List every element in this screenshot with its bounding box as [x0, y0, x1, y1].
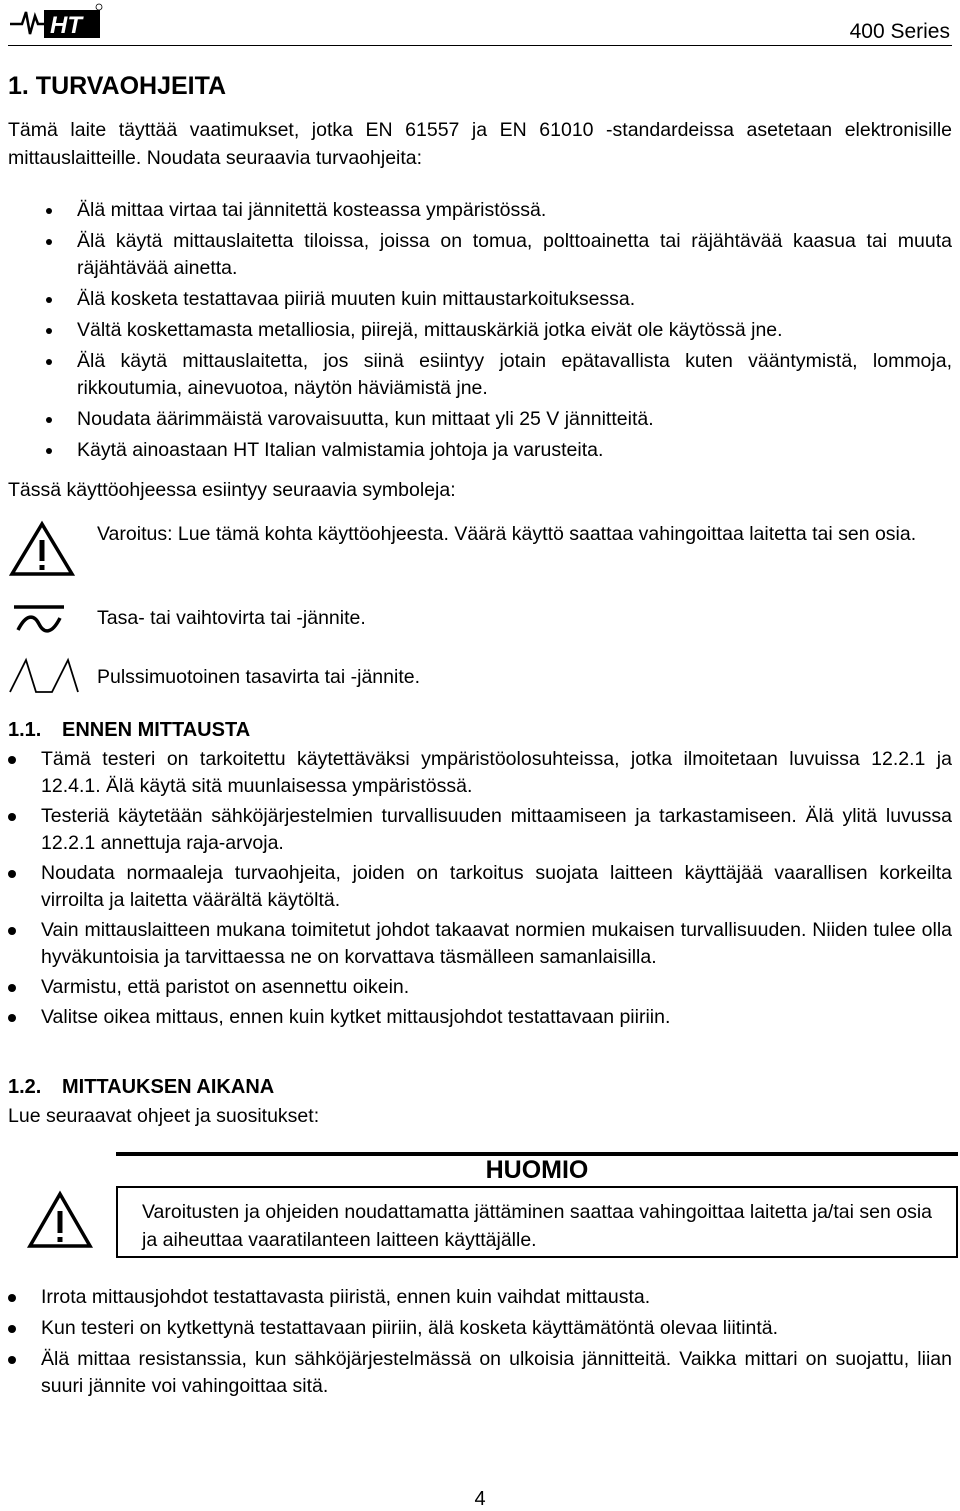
bullet-icon	[46, 208, 52, 214]
bullet-icon	[46, 448, 52, 454]
bullet-icon	[8, 1325, 16, 1333]
bullet-icon	[46, 239, 52, 245]
list-item: Älä käytä mittauslaitetta tiloissa, joissa on tomua, polttoainetta tai räjähtävää kaasua tai muuta räjähtävää ainetta.	[0, 228, 952, 282]
list-item: Tämä testeri on tarkoitettu käytettäväksi ympäristöolosuhteissa, jotka ilmoitetaan luvuissa 12.2.1 ja 12.4.1. Älä käytä sitä muunlaisessa ympäristössä.	[0, 746, 952, 800]
list-item: Älä mittaa resistanssia, kun sähköjärjestelmässä on ulkoisia jännitteitä. Vaikka mittari on suojattu, liian suuri jännite voi vahingoittaa sitä.	[0, 1346, 952, 1400]
subsection-title-during	[8, 1076, 274, 1099]
list-item: Noudata äärimmäistä varovaisuutta, kun mittaat yli 25 V jännitteitä.	[0, 406, 952, 433]
pulsed-dc-icon	[8, 656, 88, 694]
bullet-icon	[46, 328, 52, 334]
bullet-icon	[8, 870, 16, 878]
warning-triangle-icon	[8, 520, 76, 578]
warning-triangle-icon	[26, 1190, 94, 1250]
section-title: 1. TURVAOHJEITA	[8, 72, 227, 100]
warning-text: Varoitusten ja ohjeiden noudattamatta jättäminen saattaa vahingoittaa laitetta ja/tai sen osia ja aiheuttaa vaaratilanteen laitteen käyttäjälle.	[142, 1201, 932, 1251]
list-item: Noudata normaaleja turvaohjeita, joiden on tarkoitus suojata laitteen käyttäjää vaarallisen korkeilta virroilta ja laitetta väärältä käytöltä.	[0, 860, 952, 914]
bullet-icon	[46, 359, 52, 365]
series-label: 400 Series	[849, 20, 950, 43]
during-intro: Lue seuraavat ohjeet ja suositukset:	[8, 1105, 320, 1127]
symbol-text: Varoitus: Lue tämä kohta käyttöohjeesta. Väärä käyttö saattaa vahingoittaa laitetta tai sen osia.	[97, 523, 917, 545]
bullet-icon	[8, 1014, 16, 1022]
list-item: Valitse oikea mittaus, ennen kuin kytket mittausjohdot testattavaan piiriin.	[0, 1004, 952, 1031]
list-item: Irrota mittausjohdot testattavasta piiristä, ennen kuin vaihdat mittausta.	[0, 1284, 952, 1311]
page-header	[0, 0, 960, 50]
subsection-number: 1.2.	[8, 1076, 42, 1098]
list-item: Varmistu, että paristot on asennettu oikein.	[0, 974, 952, 1001]
ht-logo-text: HT	[50, 12, 82, 39]
bullet-icon	[46, 297, 52, 303]
list-item: Käytä ainoastaan HT Italian valmistamia johtoja ja varusteita.	[0, 437, 952, 464]
warning-title: HUOMIO	[116, 1156, 958, 1186]
bullet-icon	[8, 984, 16, 992]
ht-logo	[8, 2, 103, 42]
symbols-intro: Tässä käyttöohjeessa esiintyy seuraavia symboleja:	[8, 479, 456, 501]
during-list	[0, 1284, 952, 1404]
bullet-icon	[8, 1294, 16, 1302]
page-number: 4	[474, 1488, 486, 1510]
intro-paragraph: Tämä laite täyttää vaatimukset, jotka EN 61557 ja EN 61010 -standardeissa asetetaan elektronisille mittauslaitteille. Noudata seuraavia turvaohjeita:	[8, 119, 952, 169]
before-list	[0, 746, 952, 1034]
list-item: Älä mittaa virtaa tai jännitettä kosteassa ympäristössä.	[0, 197, 952, 224]
list-item: Kun testeri on kytkettynä testattavaan piiriin, älä kosketa käyttämätöntä olevaa liitintä.	[0, 1315, 952, 1342]
list-item: Älä käytä mittauslaitetta, jos siinä esiintyy jotain epätavallista kuten vääntymistä, lommoja, rikkoutumia, ainevuotoa, näytön häviämistä jne.	[0, 348, 952, 402]
symbol-text: Tasa- tai vaihtovirta tai -jännite.	[97, 607, 366, 629]
symbol-text: Pulssimuotoinen tasavirta tai -jännite.	[97, 666, 420, 688]
list-item: Vain mittauslaitteen mukana toimitetut johdot takaavat normien mukaisen turvallisuuden. Niiden tulee olla hyväkuntoisia ja tarvittaessa ne on korvattava täsmälleen samanlaisilla.	[0, 917, 952, 971]
safety-list	[0, 197, 952, 468]
subsection-heading: ENNEN MITTAUSTA	[62, 719, 251, 741]
bullet-icon	[8, 756, 16, 764]
ac-dc-icon	[8, 600, 70, 640]
list-item: Vältä koskettamasta metalliosia, piirejä, mittauskärkiä jotka eivät ole käytössä jne.	[0, 317, 952, 344]
header-divider	[8, 45, 952, 46]
bullet-icon	[8, 927, 16, 935]
bullet-icon	[46, 417, 52, 423]
subsection-number: 1.1.	[8, 719, 42, 741]
warning-box	[116, 1186, 958, 1258]
subsection-heading: MITTAUKSEN AIKANA	[62, 1076, 275, 1098]
list-item: Testeriä käytetään sähköjärjestelmien turvallisuuden mittaamiseen ja tarkastamiseen. Älä ylitä luvussa 12.2.1 annettuja raja-arvoja.	[0, 803, 952, 857]
list-item: Älä kosketa testattavaa piiriä muuten kuin mittaustarkoituksessa.	[0, 286, 952, 313]
bullet-icon	[8, 1356, 16, 1364]
bullet-icon	[8, 813, 16, 821]
subsection-title-before	[8, 719, 250, 742]
